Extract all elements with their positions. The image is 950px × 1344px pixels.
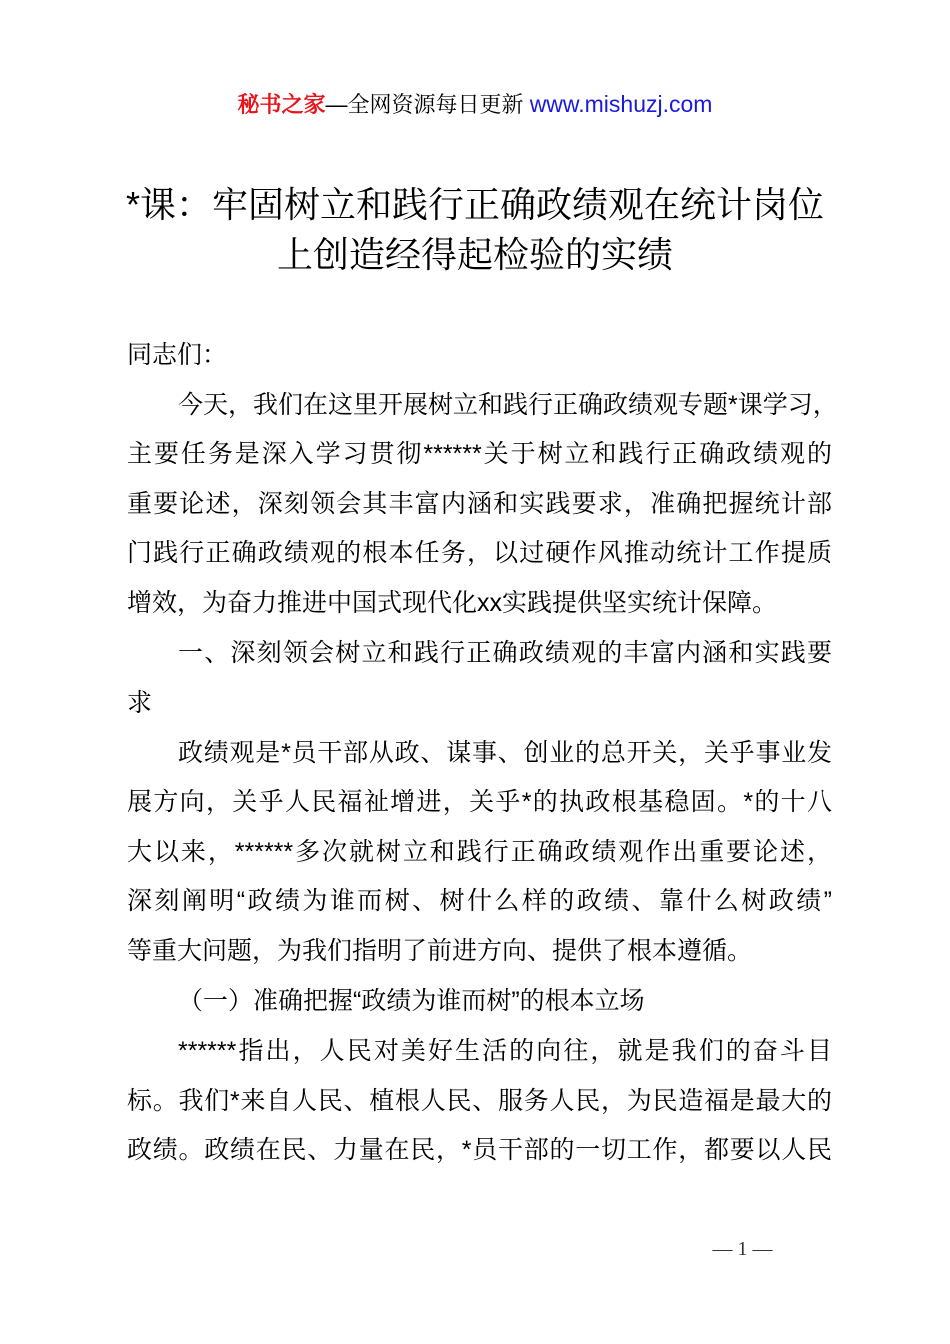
- paragraph-line: 政绩。政绩在民、力量在民，*员干部的一切工作，都要以人民: [127, 1136, 832, 1164]
- paragraph-line: 今天，我们在这里开展树立和践行正确政绩观专题*课学习，: [178, 391, 838, 419]
- salutation: 同志们：: [127, 341, 228, 369]
- paragraph-line: 展方向，关乎人民福祉增进，关乎*的执政根基稳固。*的十八: [127, 788, 832, 816]
- paragraph-line: 政绩观是*员干部从政、谋事、创业的总开关，关乎事业发: [178, 739, 832, 767]
- paragraph-line: ******指出，人民对美好生活的向往，就是我们的奋斗目: [178, 1037, 832, 1065]
- document-title-line-1: *课：牢固树立和践行正确政绩观在统计岗位: [125, 184, 824, 225]
- paragraph-line: 门践行正确政绩观的根本任务，以过硬作风推动统计工作提质: [127, 539, 832, 567]
- slogan: —全网资源每日更新: [325, 92, 524, 117]
- site-url[interactable]: www.mishuzj.com: [529, 91, 713, 117]
- page-number: — 1 —: [712, 1238, 773, 1260]
- paragraph-line: 大以来，******多次就树立和践行正确政绩观作出重要论述，: [127, 838, 832, 866]
- paragraph-line: 主要任务是深入学习贯彻******关于树立和践行正确政绩观的: [127, 440, 832, 468]
- subsection-heading: （一）准确把握“政绩为谁而树”的根本立场: [178, 987, 645, 1015]
- brand-name: 秘书之家: [237, 92, 326, 117]
- section-heading: 一、深刻领会树立和践行正确政绩观的丰富内涵和实践要: [178, 639, 832, 667]
- site-watermark-header: [0, 88, 950, 121]
- paragraph-line: 增效，为奋力推进中国式现代化xx实践提供坚实统计保障。: [127, 589, 778, 617]
- paragraph-line: 标。我们*来自人民、植根人民、服务人民，为民造福是最大的: [127, 1087, 832, 1115]
- paragraph-line: 等重大问题，为我们指明了前进方向、提供了根本遵循。: [127, 937, 753, 965]
- document-title-line-2: 上创造经得起检验的实绩: [276, 234, 673, 275]
- paragraph-line: 重要论述，深刻领会其丰富内涵和实践要求，准确把握统计部: [127, 490, 832, 518]
- section-heading-cont: 求: [127, 689, 153, 717]
- paragraph-line: 深刻阐明“政绩为谁而树、树什么样的政绩、靠什么树政绩”: [127, 887, 832, 915]
